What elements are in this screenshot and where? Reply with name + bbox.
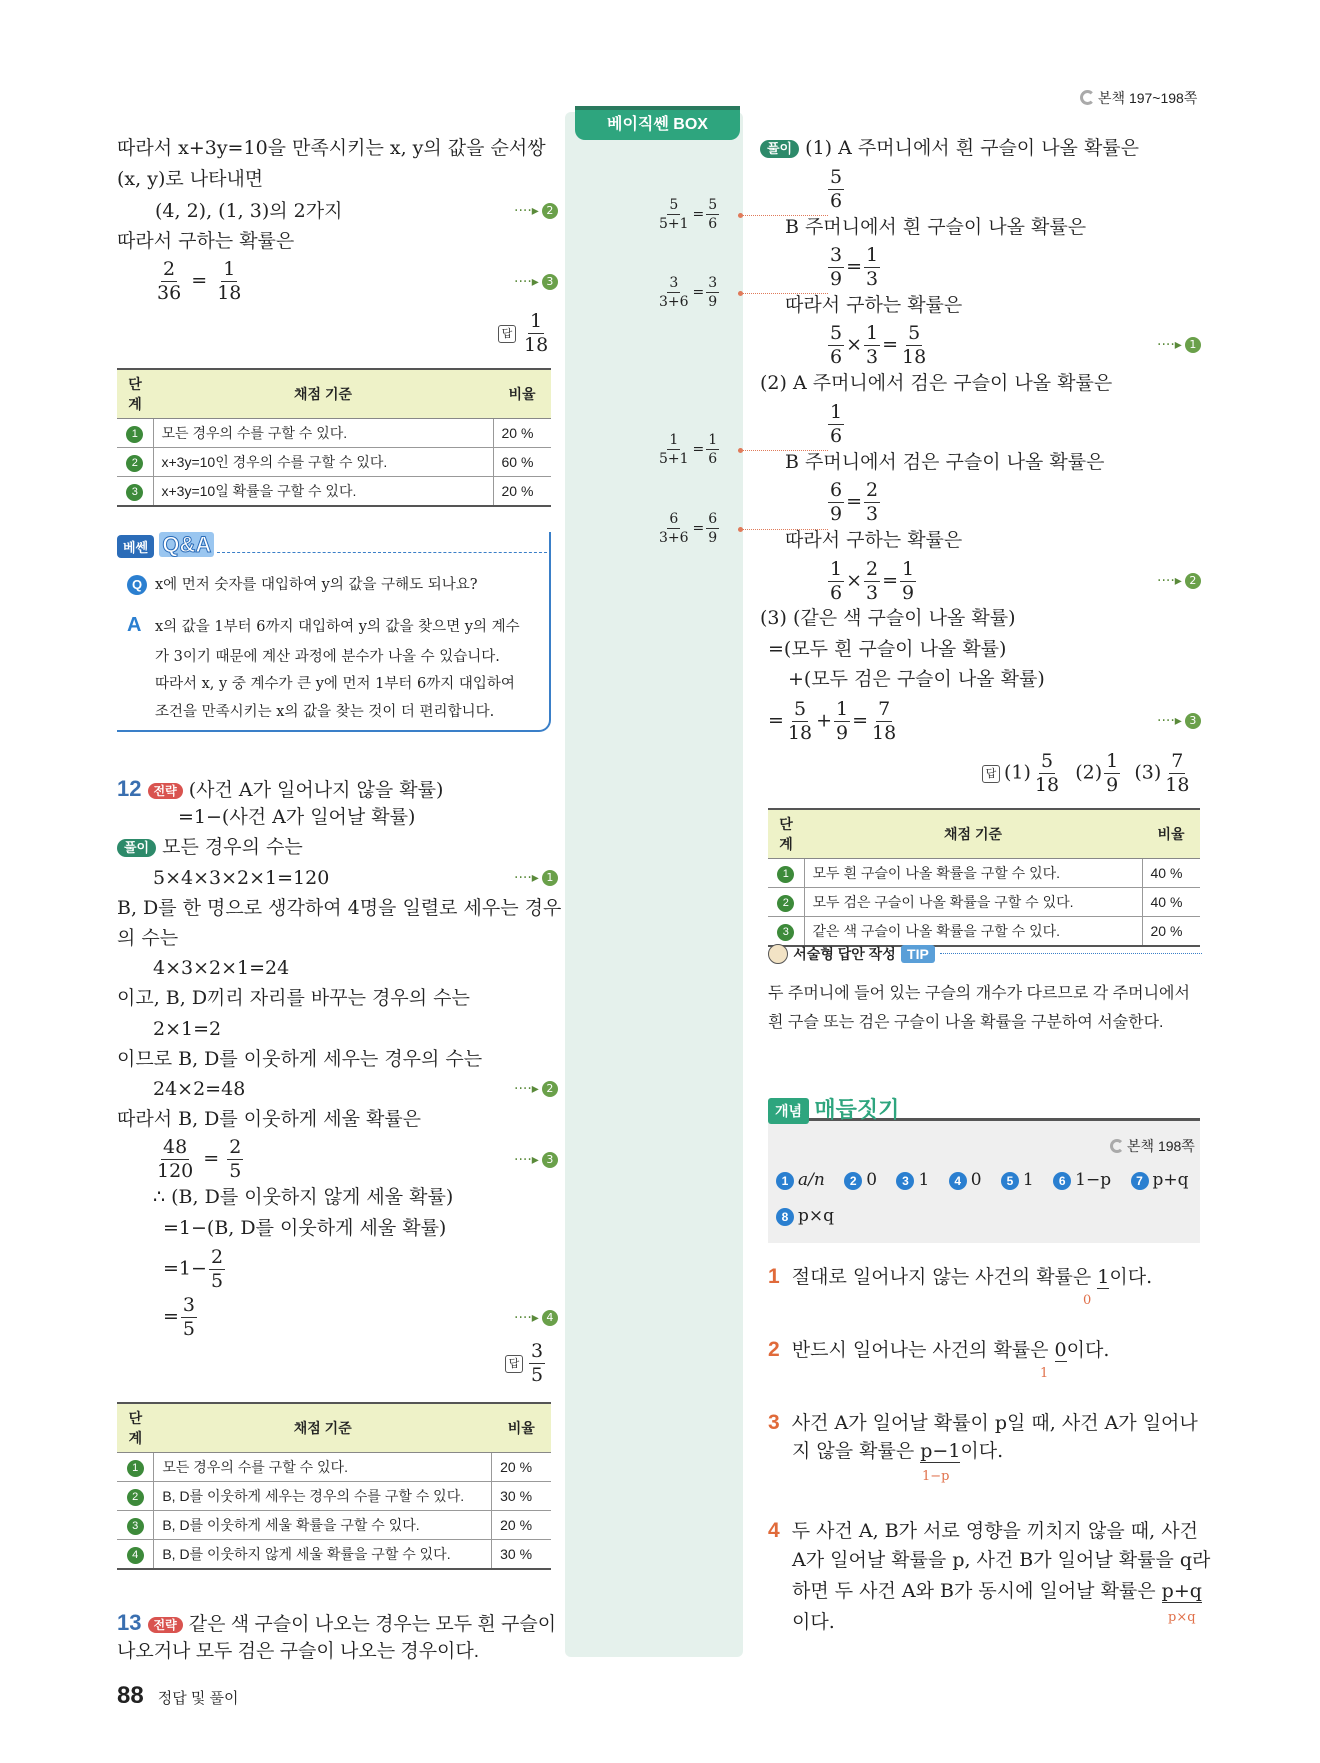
check-item: 하면 두 사건 A와 B가 동시에 일어날 확률은 p+q [792,1580,1202,1602]
concept-answers [776,1170,1196,1190]
text-line: (2) A 주머니에서 검은 구슬이 나올 확률은 [760,372,1113,394]
text-line: 의 수는 [117,927,179,949]
answer-icon: 답 [982,765,1000,783]
answer-icon: 답 [498,325,516,343]
concept-ref: 본책 198쪽 [1110,1136,1195,1156]
qa-header: 베쎈 Q&A [117,532,214,558]
equation: =1− $\frac{2}{5}$ [163,1246,224,1292]
step-marker: ····▸ 3 [514,1152,558,1168]
equation: = $\frac{5}{18}$ + $\frac{1}{9}$ = $\frac{7}{18}$ [768,698,897,744]
text-line: 나오거나 모두 검은 구슬이 나오는 경우이다. [117,1641,480,1662]
step-marker: ····▸ 3 [514,274,558,290]
mascot-icon [768,944,788,964]
answer: 답 (1) $\frac{5}{18}$ (2) $\frac{1}{9}$ (3) $\frac{7}{18}$ [982,752,1193,795]
text-line: =(모두 흰 구슬이 나올 확률) [768,638,1007,660]
answer: 답 $\frac{3}{5}$ [505,1342,547,1385]
text-line: 따라서 구하는 확률은 [117,230,295,252]
concept-item: 2 0 [844,1170,877,1190]
grading-table: 단계 채점 기준 비율 1 모든 경우의 수를 구할 수 있다. 20 % 2 B, D를 이웃하게 세우는 경우의 수를 구할 수 있다. 30 % 3 B, D를 이웃하게 세울 확률을 구할 수 있다. 20 % 4 B, D를 이웃하지 않게 세울 확률을 구할 수 있다. 30 % [117,1402,551,1570]
check-item: 이다. [792,1611,835,1633]
correction: 1−p [922,1469,950,1484]
table-row: 3 같은 색 구슬이 나올 확률을 구할 수 있다. 20 % [768,917,1200,947]
text-line: =1−(B, D를 이웃하게 세울 확률) [163,1217,447,1239]
footer-label: 정답 및 풀이 [157,1690,239,1707]
box-item: $\frac{1}{5+1}$ = $\frac{1}{6}$ [659,432,718,467]
connector [738,448,743,453]
concept-item: 5 1 [1001,1170,1034,1190]
answer-icon: 답 [505,1355,523,1373]
qa-answer: A x의 값을 1부터 6까지 대입하여 y의 값을 찾으면 y의 계수 [127,613,520,636]
question-12: 12 전략 (사건 A가 일어나지 않을 확률) [117,776,444,801]
check-item: 지 않을 확률은 p−1이다. [792,1440,1004,1462]
table-row: 1 모든 경우의 수를 구할 수 있다. 20 % [117,1453,551,1482]
text-line: (x, y)로 나타내면 [117,168,264,190]
table-row: 1 모든 경우의 수를 구할 수 있다. 20 % [117,419,551,448]
equation: $\frac{6}{9}$ = $\frac{2}{3}$ [830,479,879,525]
text-line: 따라서 B, D를 이웃하게 세울 확률은 [117,1108,422,1130]
grading-table: 단계 채점 기준 비율 1 모두 흰 구슬이 나올 확률을 구할 수 있다. 40 % 2 모두 검은 구슬이 나올 확률을 구할 수 있다. 40 % 3 같은 색 구슬이 나올 확률을 구할 수 있다. 20 % [768,808,1200,947]
step-marker: ····▸ 2 [514,203,558,219]
text-line: 흰 구슬 또는 검은 구슬이 나올 확률을 구분하여 서술한다. [768,1014,1164,1031]
qa-box: 베쎈 Q&A Q x에 먼저 숫자를 대입하여 y의 값을 구해도 되나요? A x의 값을 1부터 6까지 대입하여 y의 값을 찾으면 y의 계수 가 3이기 때문에 계산 과정에 분수가 나올 수 있습니다. 따라서 x, y 중 계수가 큰 y에 먼저 1부터 6까지 대입하여 조건을 만족시키는 x의 값을 찾는 것이 더 편리합니다. [117,532,551,732]
box-item: $\frac{5}{5+1}$ = $\frac{5}{6}$ [659,197,718,232]
equation: $\frac{5}{6}$ × $\frac{1}{3}$ = $\frac{5}{18}$ [830,322,927,368]
refresh-icon [1080,90,1095,105]
qa-question: Q x에 먼저 숫자를 대입하여 y의 값을 구해도 되나요? [127,572,520,600]
text-line: 따라서 구하는 확률은 [785,294,963,316]
divider [940,953,1202,954]
table-row: 3 B, D를 이웃하게 세울 확률을 구할 수 있다. 20 % [117,1511,551,1540]
text-line: 24×2=48 [153,1078,246,1100]
step-marker: ····▸ 2 [514,1081,558,1097]
basic-box [565,112,743,1657]
text-line: B 주머니에서 검은 구슬이 나올 확률은 [785,451,1105,473]
text-line: 따라서 구하는 확률은 [785,529,963,551]
text-line: B 주머니에서 흰 구슬이 나올 확률은 [785,216,1087,238]
concept-item: 6 1−p [1053,1170,1111,1190]
page-reference: 본책 197~198쪽 [1080,88,1197,108]
check-item: 4 두 사건 A, B가 서로 영향을 끼치지 않을 때, 사건 [768,1519,1198,1542]
concept-item: 8 p×q [776,1206,834,1226]
table-row: 4 B, D를 이웃하지 않게 세울 확률을 구할 수 있다. 30 % [117,1540,551,1570]
text-line: 이고, B, D끼리 자리를 바꾸는 경우의 수는 [117,987,470,1009]
correction: 1 [1040,1366,1049,1381]
text-line: 5×4×3×2×1=120 [153,867,330,889]
grading-table: 단계 채점 기준 비율 1 모든 경우의 수를 구할 수 있다. 20 % 2 x+3y=10인 경우의 수를 구할 수 있다. 60 % 3 x+3y=10일 확률을 구할 수 있다. 20 % [117,368,551,507]
table-row: 2 x+3y=10인 경우의 수를 구할 수 있다. 60 % [117,448,551,477]
text-line: (4, 2), (1, 3)의 2가지 [155,200,343,222]
text-line: 풀이 모든 경우의 수는 [117,836,303,859]
step-marker: ····▸ 1 [514,870,558,886]
box-item: $\frac{6}{3+6}$ = $\frac{6}{9}$ [659,511,718,546]
text-line: =1−(사건 A가 일어날 확률) [178,806,416,828]
table-row: 1 모두 흰 구슬이 나올 확률을 구할 수 있다. 40 % [768,859,1200,888]
step-marker: ····▸ 1 [1157,337,1201,353]
connector [738,291,743,296]
divider [217,552,547,553]
text-line: 따라서 x+3y=10을 만족시키는 x, y의 값을 순서쌍 [117,137,546,159]
step-marker: ····▸ 3 [1157,713,1201,729]
concept-item: 4 0 [949,1170,982,1190]
equation: $\frac{3}{9}$ = $\frac{1}{3}$ [830,244,879,290]
equation: $\frac{48}{120}$ = $\frac{2}{5}$ [157,1136,242,1182]
table-row: 2 B, D를 이웃하게 세우는 경우의 수를 구할 수 있다. 30 % [117,1482,551,1511]
text-line: 4×3×2×1=24 [153,957,290,979]
concept-item: 3 1 [896,1170,929,1190]
page-footer [117,1682,239,1710]
step-marker: ····▸ 4 [514,1310,558,1326]
equation: $\frac{1}{6}$ [830,401,843,447]
text-line: 이므로 B, D를 이웃하게 세우는 경우의 수는 [117,1048,483,1070]
check-item: 1 절대로 일어나지 않는 사건의 확률은 1이다. [768,1265,1153,1288]
concept-item: 1 a/n [776,1170,825,1190]
text-line: 두 주머니에 들어 있는 구슬의 개수가 다르므로 각 주머니에서 [768,985,1190,1002]
box-item: $\frac{3}{3+6}$ = $\frac{3}{9}$ [659,275,718,310]
check-item: 2 반드시 일어나는 사건의 확률은 0이다. [768,1338,1110,1361]
equation: = $\frac{3}{5}$ [163,1294,196,1340]
answer: 답 $\frac{1}{18}$ [498,312,552,355]
text-line: B, D를 한 명으로 생각하여 4명을 일렬로 세우는 경우 [117,897,562,919]
tip-header: 서술형 답안 작성 TIP [768,943,1200,965]
text-line: (3) (같은 색 구슬이 나올 확률) [760,607,1016,629]
check-item: 3 사건 A가 일어날 확률이 p일 때, 사건 A가 일어나 [768,1411,1198,1434]
text-line: 풀이 (1) A 주머니에서 흰 구슬이 나올 확률은 [760,137,1139,160]
table-row: 3 x+3y=10일 확률을 구할 수 있다. 20 % [117,477,551,507]
connector [738,527,743,532]
table-row: 2 모두 검은 구슬이 나올 확률을 구할 수 있다. 40 % [768,888,1200,917]
correction: 0 [1083,1293,1092,1308]
equation: $\frac{5}{6}$ [830,166,843,212]
concept-header: 개념 매듭짓기 [768,1093,899,1124]
step-marker: ····▸ 2 [1157,573,1201,589]
refresh-icon [1110,1139,1124,1153]
text-line: +(모두 검은 구슬이 나올 확률) [788,668,1045,690]
correction: p×q [1168,1610,1196,1625]
concept-item: 7 p+q [1131,1170,1189,1190]
check-item: A가 일어날 확률을 p, 사건 B가 일어날 확률을 q라 [792,1549,1211,1571]
connector [738,213,743,218]
page-number: 88 [117,1682,144,1709]
equation: $\frac{1}{6}$ × $\frac{2}{3}$ = $\frac{1}{9}$ [830,558,915,604]
equation: $\frac{2}{36}$ = $\frac{1}{18}$ [157,258,242,304]
question-13: 13 전략 같은 색 구슬이 나오는 경우는 모두 흰 구슬이 [117,1610,557,1635]
text-line: ∴ (B, D를 이웃하지 않게 세울 확률) [153,1186,454,1208]
text-line: 2×1=2 [153,1018,222,1040]
box-title: 베이직쎈 BOX [575,110,740,140]
